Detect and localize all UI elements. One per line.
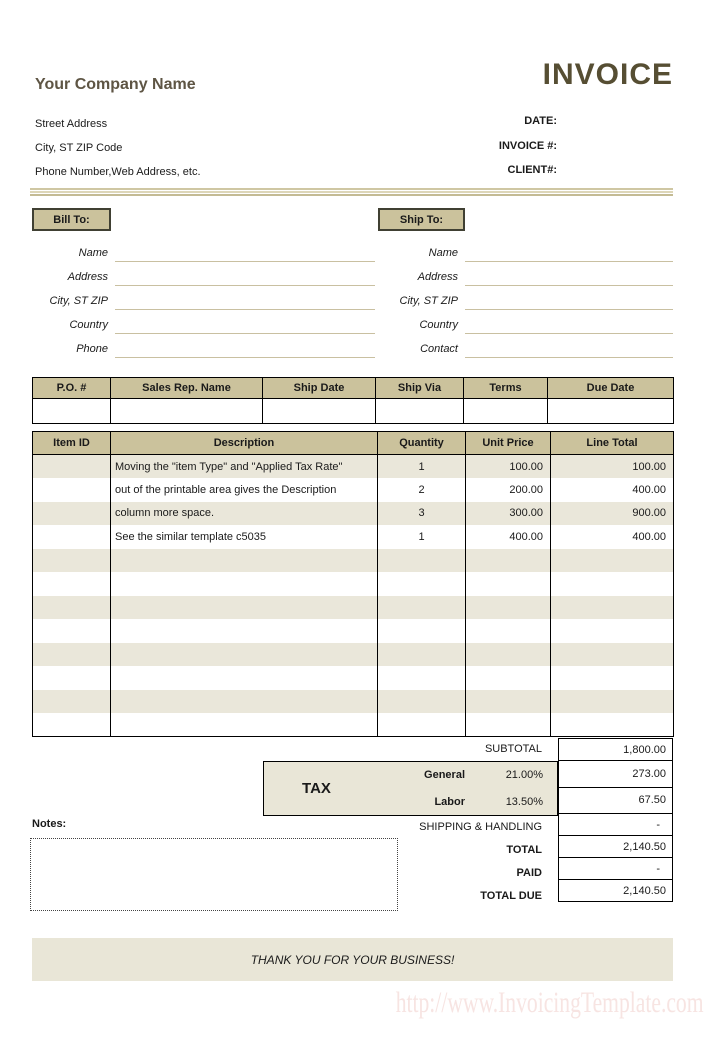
bill-to-field-row: [32, 262, 375, 286]
item-line-total-cell[interactable]: [551, 713, 674, 737]
watermark-url: http://www.InvoicingTemplate.com: [396, 986, 704, 1019]
item-id-cell[interactable]: [33, 643, 111, 667]
ship-to-field-input[interactable]: [465, 238, 673, 262]
line-items-column-header: Description: [111, 432, 378, 455]
item-line-total-cell[interactable]: 900.00: [551, 502, 674, 526]
item-id-cell[interactable]: [33, 596, 111, 620]
bill-to-field-row: [32, 286, 375, 310]
item-unit-price-cell[interactable]: [466, 690, 551, 714]
ship-to-field-row: [378, 310, 673, 334]
subtotal-value: 1,800.00: [558, 738, 673, 761]
item-unit-price-cell[interactable]: [466, 643, 551, 667]
invoice-meta-labels: [499, 109, 557, 183]
ship-to-field-input[interactable]: [465, 262, 673, 286]
tax-general-amount: 273.00: [558, 760, 673, 788]
ship-to-field-label: Name: [428, 247, 458, 259]
item-quantity-cell[interactable]: [378, 713, 466, 737]
invoice-meta-label: INVOICE #:: [498, 139, 557, 152]
totals-value-column: [558, 738, 673, 902]
bill-to-button[interactable]: Bill To:: [32, 208, 111, 231]
item-id-cell[interactable]: [33, 502, 111, 526]
paid-value[interactable]: -: [558, 857, 673, 880]
totals-section: [32, 737, 673, 912]
line-item-row: [33, 713, 674, 737]
bill-to-field-label: Phone: [76, 343, 108, 355]
item-line-total-cell[interactable]: 100.00: [551, 455, 674, 479]
item-description-cell[interactable]: [111, 596, 378, 620]
company-address-line: City, ST ZIP Code: [35, 142, 123, 154]
bill-to-field-input[interactable]: [115, 334, 375, 358]
ship-to-field-row: [378, 334, 673, 358]
item-line-total-cell[interactable]: [551, 549, 674, 573]
line-item-row: [33, 502, 674, 526]
item-quantity-cell[interactable]: [378, 549, 466, 573]
tax-rate-row: [369, 762, 557, 789]
item-quantity-cell[interactable]: 1: [378, 525, 466, 549]
tax-rate-rows: [369, 762, 557, 815]
order-info-column-header: P.O. #: [33, 378, 111, 399]
line-item-row: [33, 525, 674, 549]
notes-input-box[interactable]: [30, 838, 398, 911]
item-description-cell[interactable]: [111, 619, 378, 643]
invoice-meta-label: DATE:: [524, 115, 557, 127]
order-info-column-header: Due Date: [548, 378, 674, 399]
item-id-cell[interactable]: [33, 455, 111, 479]
company-address-line: Phone Number,Web Address, etc.: [35, 166, 201, 178]
tax-rate-value[interactable]: 21.00%: [505, 769, 543, 782]
thank-you-banner: THANK YOU FOR YOUR BUSINESS!: [32, 938, 673, 981]
line-item-row: [33, 666, 674, 690]
invoice-meta-label: CLIENT#:: [507, 164, 557, 176]
bill-to-field-label: Name: [78, 247, 108, 259]
line-items-column-header: Item ID: [33, 432, 111, 455]
item-line-total-cell[interactable]: [551, 643, 674, 667]
bill-to-field-input[interactable]: [115, 310, 375, 334]
item-unit-price-cell[interactable]: [466, 549, 551, 573]
item-quantity-cell[interactable]: [378, 596, 466, 620]
item-id-cell[interactable]: [33, 690, 111, 714]
item-unit-price-cell[interactable]: [466, 572, 551, 596]
tax-box: [263, 761, 558, 816]
item-unit-price-cell[interactable]: [466, 596, 551, 620]
item-quantity-cell[interactable]: 1: [378, 455, 466, 479]
bill-to-field-row: [32, 238, 375, 262]
ship-to-field-input[interactable]: [465, 334, 673, 358]
item-unit-price-cell[interactable]: 200.00: [466, 478, 551, 502]
item-description-cell[interactable]: Moving the "item Type" and "Applied Tax Rate": [111, 455, 378, 479]
tax-name: Labor: [434, 795, 465, 808]
bill-to-field-label: Address: [67, 271, 108, 283]
line-item-row: [33, 596, 674, 620]
item-line-total-cell[interactable]: [551, 690, 674, 714]
item-line-total-cell[interactable]: 400.00: [551, 525, 674, 549]
line-items-header-row: [33, 432, 674, 455]
item-quantity-cell[interactable]: [378, 572, 466, 596]
order-info-value-cell[interactable]: [464, 399, 548, 424]
order-info-column-header: Ship Via: [376, 378, 464, 399]
item-id-cell[interactable]: [33, 619, 111, 643]
item-id-cell[interactable]: [33, 572, 111, 596]
item-description-cell[interactable]: [111, 690, 378, 714]
bill-to-field-label: Country: [69, 319, 108, 331]
ship-to-field-row: [378, 238, 673, 262]
item-unit-price-cell[interactable]: [466, 619, 551, 643]
item-description-cell[interactable]: [111, 549, 378, 573]
ship-to-field-row: [378, 286, 673, 310]
ship-to-section: [378, 208, 673, 358]
item-line-total-cell[interactable]: 400.00: [551, 478, 674, 502]
order-info-column-header: Sales Rep. Name: [111, 378, 263, 399]
total-label: TOTAL: [506, 844, 542, 856]
item-unit-price-cell[interactable]: 300.00: [466, 502, 551, 526]
tax-rate-value[interactable]: 13.50%: [505, 795, 543, 808]
item-description-cell[interactable]: [111, 572, 378, 596]
paid-label: PAID: [516, 867, 542, 879]
item-id-cell[interactable]: [33, 478, 111, 502]
line-items-column-header: Line Total: [551, 432, 674, 455]
bill-to-field-input[interactable]: [115, 238, 375, 262]
item-id-cell[interactable]: [33, 549, 111, 573]
line-items-table: [32, 431, 674, 737]
order-info-column-header: Terms: [464, 378, 548, 399]
item-quantity-cell[interactable]: 2: [378, 478, 466, 502]
line-items-column-header: Quantity: [378, 432, 466, 455]
item-unit-price-cell[interactable]: 100.00: [466, 455, 551, 479]
item-quantity-cell[interactable]: [378, 666, 466, 690]
item-quantity-cell[interactable]: [378, 690, 466, 714]
item-unit-price-cell[interactable]: [466, 666, 551, 690]
bill-to-section: [32, 208, 375, 358]
item-line-total-cell[interactable]: [551, 572, 674, 596]
item-id-cell[interactable]: [33, 713, 111, 737]
order-info-value-cell[interactable]: [263, 399, 376, 424]
item-quantity-cell[interactable]: [378, 619, 466, 643]
notes-label: Notes:: [32, 818, 67, 830]
total-value: 2,140.50: [558, 835, 673, 858]
bill-to-field-input[interactable]: [115, 286, 375, 310]
ship-to-field-label: City, ST ZIP: [399, 295, 458, 307]
item-description-cell[interactable]: See the similar template c5035: [111, 525, 378, 549]
line-item-row: [33, 690, 674, 714]
item-id-cell[interactable]: [33, 525, 111, 549]
ship-to-field-label: Address: [417, 271, 458, 283]
item-unit-price-cell[interactable]: 400.00: [466, 525, 551, 549]
item-quantity-cell[interactable]: [378, 643, 466, 667]
item-id-cell[interactable]: [33, 666, 111, 690]
ship-to-button[interactable]: Ship To:: [378, 208, 465, 231]
ship-to-field-row: [378, 262, 673, 286]
order-info-value-cell[interactable]: [111, 399, 263, 424]
total-due-label: TOTAL DUE: [480, 890, 542, 902]
bill-to-field-row: [32, 334, 375, 358]
item-line-total-cell[interactable]: [551, 619, 674, 643]
line-item-row: [33, 572, 674, 596]
item-line-total-cell[interactable]: [551, 666, 674, 690]
company-name: Your Company Name: [35, 76, 196, 93]
item-description-cell[interactable]: column more space.: [111, 502, 378, 526]
line-item-row: [33, 643, 674, 667]
order-info-header-row: [33, 378, 674, 399]
item-line-total-cell[interactable]: [551, 596, 674, 620]
tax-labor-amount: 67.50: [558, 787, 673, 815]
bill-to-field-input[interactable]: [115, 262, 375, 286]
item-description-cell[interactable]: [111, 713, 378, 737]
header-divider: [30, 188, 673, 197]
shipping-label: SHIPPING & HANDLING: [419, 821, 542, 833]
item-description-cell[interactable]: [111, 643, 378, 667]
item-unit-price-cell[interactable]: [466, 713, 551, 737]
company-address-line: Street Address: [35, 118, 108, 130]
tax-title: TAX: [302, 780, 331, 797]
ship-to-field-label: Country: [419, 319, 458, 331]
line-item-row: [33, 549, 674, 573]
order-info-table: [32, 377, 674, 424]
company-address-block: [35, 112, 201, 184]
order-info-value-cell[interactable]: [33, 399, 111, 424]
ship-to-field-input[interactable]: [465, 286, 673, 310]
bill-to-field-row: [32, 310, 375, 334]
ship-to-fields: [378, 238, 673, 358]
order-info-value-cell[interactable]: [548, 399, 674, 424]
line-item-row: [33, 619, 674, 643]
line-item-row: [33, 478, 674, 502]
ship-to-field-input[interactable]: [465, 310, 673, 334]
line-item-row: [33, 455, 674, 479]
subtotal-label: SUBTOTAL: [484, 743, 542, 755]
ship-to-field-label: Contact: [420, 343, 458, 355]
line-items-column-header: Unit Price: [466, 432, 551, 455]
bill-to-fields: [32, 238, 375, 358]
item-quantity-cell[interactable]: 3: [378, 502, 466, 526]
tax-rate-row: [369, 789, 557, 816]
shipping-value[interactable]: -: [558, 813, 673, 836]
item-description-cell[interactable]: out of the printable area gives the Description: [111, 478, 378, 502]
item-description-cell[interactable]: [111, 666, 378, 690]
document-title: INVOICE: [542, 58, 673, 91]
bill-to-field-label: City, ST ZIP: [49, 295, 108, 307]
order-info-value-cell[interactable]: [376, 399, 464, 424]
order-info-value-row: [33, 399, 674, 424]
tax-name: General: [424, 769, 465, 782]
total-due-value: 2,140.50: [558, 879, 673, 902]
order-info-column-header: Ship Date: [263, 378, 376, 399]
